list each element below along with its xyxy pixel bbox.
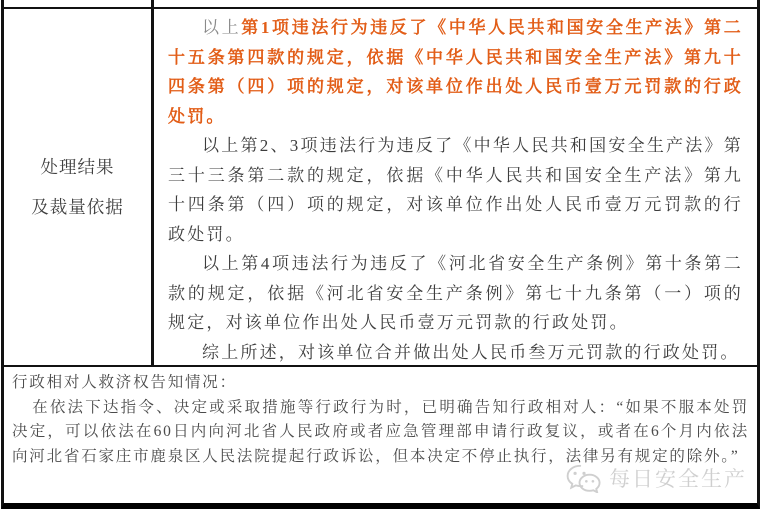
wechat-logo-icon	[565, 463, 603, 493]
paragraph-violation-2-3: 以上第2、3项违法行为违反了《中华人民共和国安全生产法》第三十三条第二款的规定，依据《中华人民共和国安全生产法》第九十四条第（四）项的规定，对该单位作出处人民币壹万元罚款的行政处罚。	[168, 136, 743, 244]
penalty-table	[1, 0, 760, 509]
table-top-strip	[4, 0, 757, 7]
result-content-cell	[154, 9, 757, 365]
watermark-label: 每日安全生产	[609, 467, 747, 491]
result-label-cell	[4, 9, 154, 365]
paragraph-violation-4: 以上第4项违法行为违反了《河北省安全生产条例》第十条第二款的规定，依据《河北省安全生产条例》第七十九条第（一）项的规定，对该单位作出处人民币壹万元罚款的行政处罚。	[168, 254, 743, 332]
paragraph-1-prefix: 以上	[202, 18, 242, 37]
watermark	[565, 463, 747, 493]
paragraph-1-highlight: 第1项违法行为违反了《中华人民共和国安全生产法》第二十五条第四款的规定，依据《中华人民共和国安全生产法》第九十四条第（四）项的规定，对该单位作出处人民币壹万元罚款的行政处罚。	[168, 18, 743, 126]
result-row	[4, 7, 757, 365]
result-label-line1: 处理结果	[40, 157, 115, 177]
paragraph-violation-1	[168, 13, 743, 131]
result-label-line2: 及裁量依据	[31, 197, 124, 217]
remedy-notice-title: 行政相对人救济权告知情况：	[12, 374, 237, 391]
remedy-notice-body: 在依法下达指令、决定或采取措施等行政行为时，已明确告知行政相对人：“如果不服本处罚决定，可以依法在60日内向河北省人民政府或者应急管理部申请行政复议，或者在6个月内依法向河北省石家庄市鹿泉区人民法院提起行政诉讼，但本决定不停止执行，法律另有规定的除外。”	[12, 398, 749, 465]
paragraph-summary: 综上所述，对该单位合并做出处人民币叁万元罚款的行政处罚。	[202, 342, 740, 362]
remedy-notice-section	[4, 365, 757, 503]
